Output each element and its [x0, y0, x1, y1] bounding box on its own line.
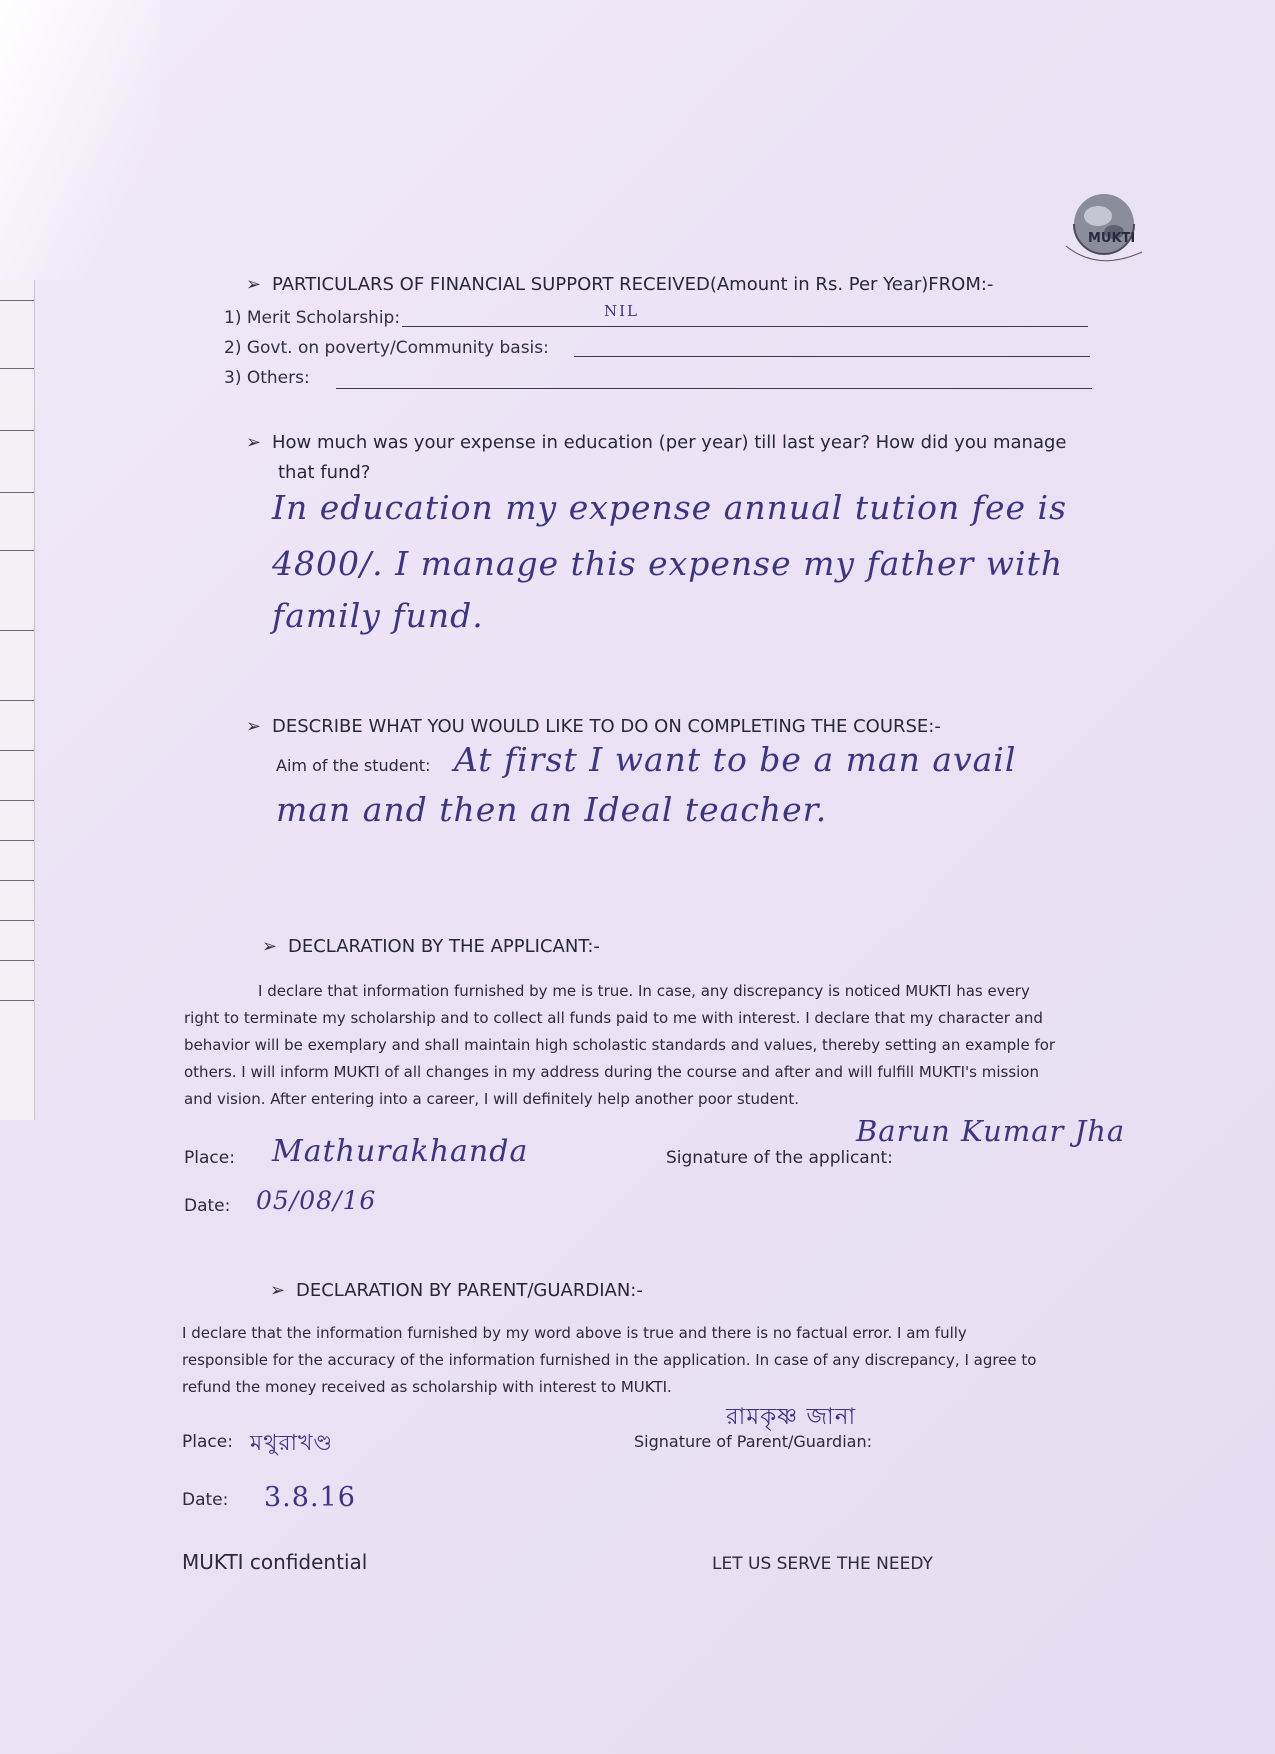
expense-answer-line-3: family fund.: [272, 596, 484, 635]
footer-confidential: MUKTI confidential: [182, 1550, 368, 1574]
expense-answer-line-2: 4800/. I manage this expense my father with: [272, 544, 1064, 583]
declaration-line: responsible for the accuracy of the information furnished in the application. In case of any discrepancy, I agree to: [182, 1351, 1037, 1369]
merit-scholarship-value: NIL: [604, 302, 640, 320]
declaration-line: right to terminate my scholarship and to collect all funds paid to me with interest. I declare that my character and: [184, 1009, 1043, 1027]
declaration-line: and vision. After entering into a career, I will definitely help another poor student.: [184, 1090, 799, 1108]
globe-logo-icon: [1058, 186, 1154, 270]
applicant-place-label: Place:: [184, 1148, 235, 1168]
guardian-signature: রামকৃষ্ণ জানা: [726, 1404, 857, 1430]
applicant-signature: Barun Kumar Jha: [856, 1114, 1126, 1148]
underlying-page-edge: [0, 280, 35, 1120]
merit-scholarship-line: [402, 326, 1088, 327]
declaration-line: refund the money received as scholarship with interest to MUKTI.: [182, 1378, 672, 1396]
expense-question: ➢ How much was your expense in education (per year) till last year? How did you manage: [246, 432, 1067, 453]
guardian-place-value: মথুরাখণ্ড: [250, 1431, 334, 1456]
bullet-arrow-icon: ➢: [270, 1280, 286, 1301]
govt-support-line: [574, 356, 1090, 357]
expense-answer-line-1: In education my expense annual tution fee is: [272, 488, 1068, 527]
declaration-line: I declare that information furnished by me is true. In case, any discrepancy is noticed MUKTI has every: [258, 982, 1030, 1000]
govt-support-label: 2) Govt. on poverty/Community basis:: [224, 338, 549, 358]
bullet-arrow-icon: ➢: [246, 716, 262, 737]
declaration-line: others. I will inform MUKTI of all changes in my address during the course and after and will fulfill MUKTI's mission: [184, 1063, 1039, 1081]
merit-scholarship-label: 1) Merit Scholarship:: [224, 308, 401, 328]
aim-answer-line-2: man and then an Ideal teacher.: [276, 790, 828, 829]
guardian-date-label: Date:: [182, 1490, 229, 1510]
guardian-declaration-heading: ➢ DECLARATION BY PARENT/GUARDIAN:-: [270, 1280, 643, 1301]
aim-heading: ➢ DESCRIBE WHAT YOU WOULD LIKE TO DO ON COMPLETING THE COURSE:-: [246, 716, 941, 737]
applicant-declaration-text: [184, 978, 1144, 1113]
others-line: [336, 388, 1092, 389]
footer-tagline: LET US SERVE THE NEEDY: [712, 1554, 933, 1574]
aim-answer-line-1: At first I want to be a man avail: [454, 740, 1017, 779]
guardian-date-value: 3.8.16: [264, 1482, 356, 1513]
guardian-declaration-text: [182, 1320, 1142, 1401]
svg-text:MUKTI: MUKTI: [1088, 231, 1136, 246]
financial-heading: ➢ PARTICULARS OF FINANCIAL SUPPORT RECEIVED(Amount in Rs. Per Year)FROM:-: [246, 274, 994, 295]
applicant-place-value: Mathurakhanda: [272, 1134, 529, 1169]
bullet-arrow-icon: ➢: [246, 432, 262, 453]
bullet-arrow-icon: ➢: [262, 936, 278, 957]
applicant-signature-label: Signature of the applicant:: [666, 1148, 893, 1168]
guardian-signature-label: Signature of Parent/Guardian:: [634, 1432, 872, 1451]
bullet-arrow-icon: ➢: [246, 274, 262, 295]
expense-question-cont: that fund?: [278, 462, 371, 483]
applicant-date-label: Date:: [184, 1196, 231, 1216]
declaration-line: behavior will be exemplary and shall maintain high scholastic standards and values, thereby setting an example for: [184, 1036, 1056, 1054]
others-label: 3) Others:: [224, 368, 310, 388]
declaration-line: I declare that the information furnished by my word above is true and there is no factual error. I am fully: [182, 1324, 967, 1342]
guardian-place-label: Place:: [182, 1432, 233, 1452]
aim-label: Aim of the student:: [276, 756, 431, 775]
page-curl: [0, 0, 160, 280]
applicant-declaration-heading: ➢ DECLARATION BY THE APPLICANT:-: [262, 936, 600, 957]
applicant-date-value: 05/08/16: [256, 1186, 377, 1215]
